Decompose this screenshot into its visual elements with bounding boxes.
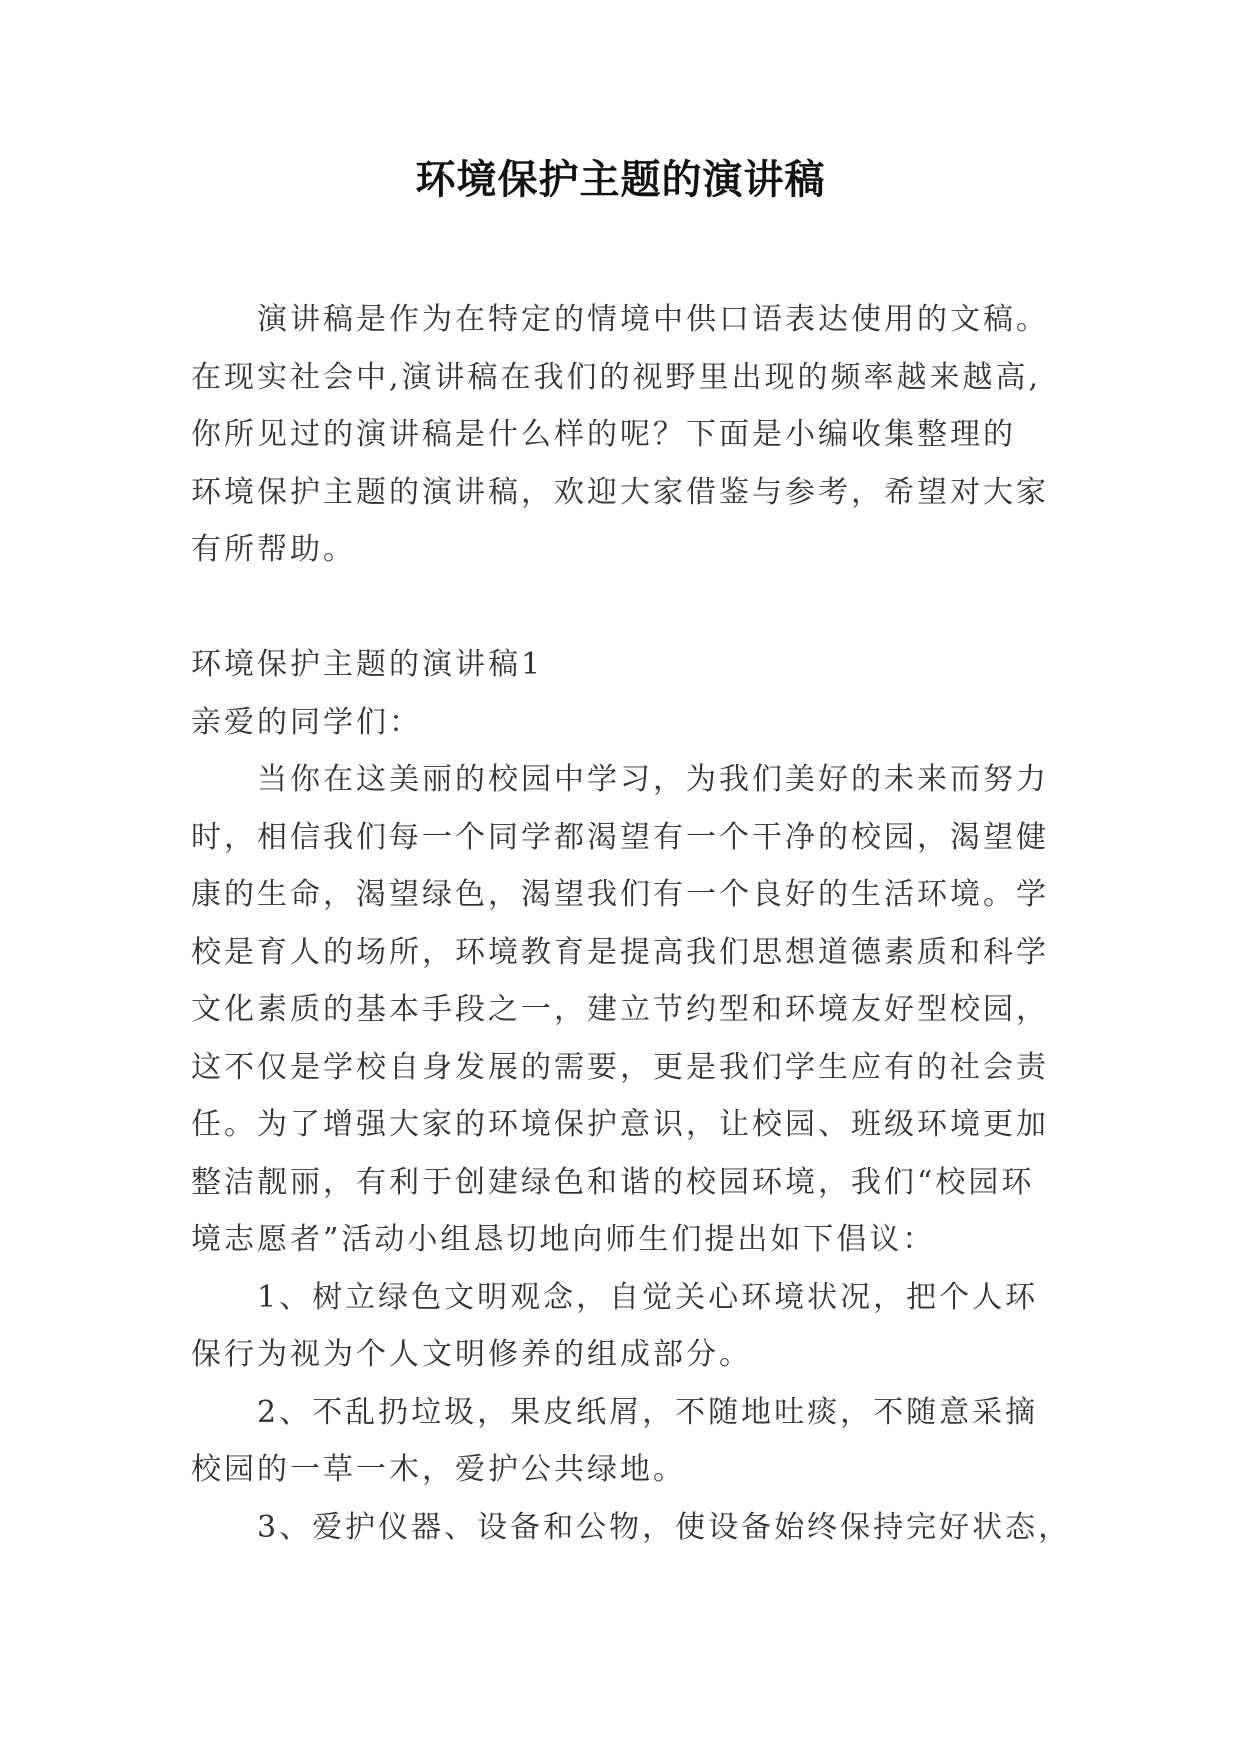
paragraph-line: 校是育人的场所，环境教育是提高我们思想道德素质和科学: [191, 934, 1049, 970]
paragraph-line: 这不仅是学校自身发展的需要，更是我们学生应有的社会责: [191, 1049, 1049, 1085]
intro-line: 你所见过的演讲稿是什么样的呢？下面是小编收集整理的: [191, 417, 1016, 452]
proposal-line: 保行为视为个人文明修养的组成部分。: [191, 1337, 752, 1372]
intro-paragraph: [191, 291, 1071, 579]
proposal-item-3: [191, 1499, 1071, 1557]
paragraph-line: 时，相信我们每一个同学都渴望有一个干净的校园，渴望健: [191, 819, 1049, 855]
paragraph-line: 康的生命，渴望绿色，渴望我们有一个良好的生活环境。学: [191, 877, 1049, 912]
paragraph-line: 文化素质的基本手段之一，建立节约型和环境友好型校园，: [191, 992, 1049, 1027]
paragraph-line: 境志愿者”活动小组恳切地向师生们提出如下倡议：: [191, 1222, 936, 1257]
speech-section: [191, 636, 1071, 1556]
intro-line: 演讲稿是作为在特定的情境中供口语表达使用的文稿。: [191, 302, 1049, 337]
proposal-item-1: [191, 1269, 1071, 1384]
salutation: 亲爱的同学们：: [191, 704, 422, 740]
section-heading: 环境保护主题的演讲稿1: [191, 647, 544, 682]
proposal-line: 1、树立绿色文明观念，自觉关心环境状况，把个人环: [191, 1279, 1039, 1315]
main-paragraph: [191, 751, 1071, 1269]
paragraph-line: 任。为了增强大家的环境保护意识，让校园、班级环境更加: [191, 1107, 1049, 1142]
proposal-line: 3、爱护仪器、设备和公物，使设备始终保持完好状态，: [191, 1509, 1072, 1545]
intro-line: 有所帮助。: [191, 532, 356, 567]
proposal-item-2: [191, 1384, 1071, 1499]
paragraph-line: 整洁靓丽，有利于创建绿色和谐的校园环境，我们“校园环: [191, 1164, 1035, 1200]
document-title: 环境保护主题的演讲稿: [415, 156, 826, 203]
proposal-line: 2、不乱扔垃圾，果皮纸屑，不随地吐痰，不随意采摘: [191, 1394, 1039, 1430]
proposal-line: 校园的一草一木，爱护公共绿地。: [191, 1452, 686, 1487]
paragraph-line: 当你在这美丽的校园中学习，为我们美好的未来而努力: [191, 762, 1049, 797]
intro-line: 在现实社会中,演讲稿在我们的视野里出现的频率越来越高,: [191, 359, 1042, 395]
intro-line: 环境保护主题的演讲稿，欢迎大家借鉴与参考，希望对大家: [191, 474, 1049, 510]
